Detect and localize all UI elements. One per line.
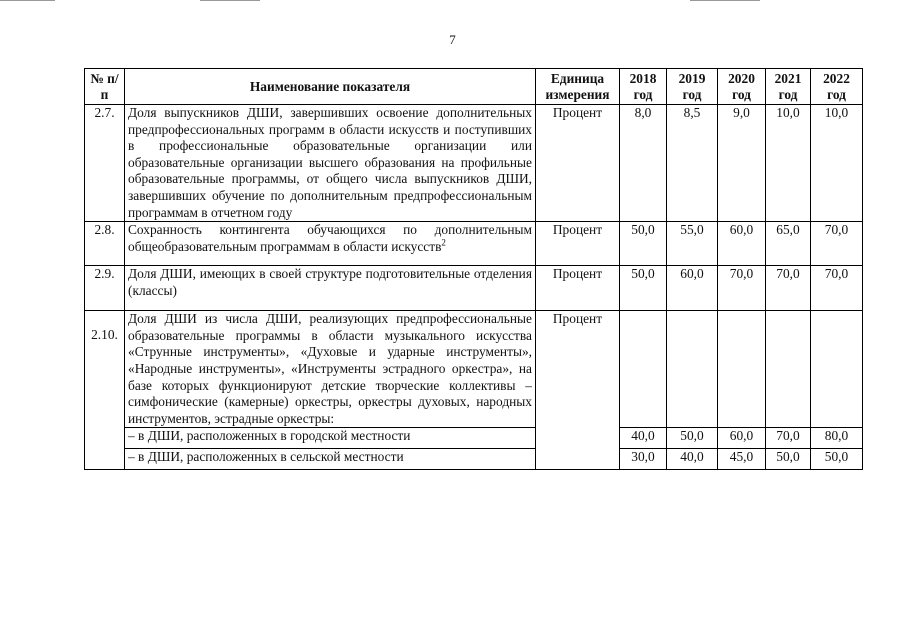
value-2020 [718,311,766,428]
table-subrow [85,449,863,470]
value-2021: 50,0 [766,449,811,470]
header-year-2019: 2019 год [667,69,718,105]
unit-cell: Процент [536,222,620,266]
value-2020: 60,0 [718,428,766,449]
header-row [85,69,863,105]
header-year-2021: 2021 год [766,69,811,105]
header-year-2022: 2022 год [811,69,863,105]
value-2018: 50,0 [620,222,667,266]
value-2018: 30,0 [620,449,667,470]
table-subrow [85,428,863,449]
top-rule-right [690,0,760,1]
row-number: 2.7. [85,105,125,222]
value-2019: 55,0 [667,222,718,266]
value-2019: 50,0 [667,428,718,449]
value-2021: 10,0 [766,105,811,222]
value-2022: 80,0 [811,428,863,449]
header-num: № п/п [85,69,125,105]
value-2022 [811,311,863,428]
header-name: Наименование показателя [125,69,536,105]
top-rule-left [0,0,55,1]
value-2022: 10,0 [811,105,863,222]
row-number: 2.9. [85,266,125,311]
indicator-name: Доля ДШИ, имеющих в своей структуре подготовительные отделения (классы) [125,266,536,311]
value-2018: 40,0 [620,428,667,449]
value-2019: 60,0 [667,266,718,311]
header-year-2020: 2020 год [718,69,766,105]
header-unit: Единица измерения [536,69,620,105]
indicator-name: Доля выпускников ДШИ, завершивших освоение дополнительных предпрофессиональных программ в области искусств и поступивших в профессиональные образовательные организации или образовательные организации высшего образования на профильные образовательные программы, от общего числа выпускников ДШИ, завершивших обучение по дополнительным предпрофессиональным программам в отчетном году [125,105,536,222]
value-2020: 70,0 [718,266,766,311]
table-row [85,311,863,428]
value-2020: 60,0 [718,222,766,266]
value-2022: 50,0 [811,449,863,470]
unit-cell: Процент [536,311,620,470]
value-2018 [620,311,667,428]
row-number: 2.8. [85,222,125,266]
value-2021 [766,311,811,428]
subrow-name: – в ДШИ, расположенных в городской местности [125,428,536,449]
value-2019: 40,0 [667,449,718,470]
page-number: 7 [449,32,456,47]
value-2022: 70,0 [811,266,863,311]
table-row [85,222,863,266]
indicators-table [84,68,863,470]
value-2021: 65,0 [766,222,811,266]
value-2019 [667,311,718,428]
indicator-name: Сохранность контингента обучающихся по дополнительным общеобразовательным программам в области искусств [128,222,532,254]
unit-cell: Процент [536,105,620,222]
subrow-name: – в ДШИ, расположенных в сельской местности [125,449,536,470]
top-rule-center [200,0,260,1]
indicator-name-cell [125,222,536,266]
table-row [85,105,863,222]
value-2020: 45,0 [718,449,766,470]
value-2019: 8,5 [667,105,718,222]
value-2021: 70,0 [766,266,811,311]
value-2020: 9,0 [718,105,766,222]
header-year-2018: 2018 год [620,69,667,105]
table-row [85,266,863,311]
value-2022: 70,0 [811,222,863,266]
row-number: 2.10. [85,311,125,470]
footnote-marker: 2 [441,237,446,248]
value-2021: 70,0 [766,428,811,449]
indicator-name: Доля ДШИ из числа ДШИ, реализующих предпрофессиональные образовательные программы в области музыкального искусства «Струнные инструменты», «Духовые и ударные инструменты», «Народные инструменты», «Инструменты эстрадного оркестра», на базе которых функционируют детские творческие коллективы – симфонические (камерные) оркестры, оркестры духовых, народных инструментов, эстрадные оркестры: [125,311,536,428]
value-2018: 50,0 [620,266,667,311]
unit-cell: Процент [536,266,620,311]
value-2018: 8,0 [620,105,667,222]
